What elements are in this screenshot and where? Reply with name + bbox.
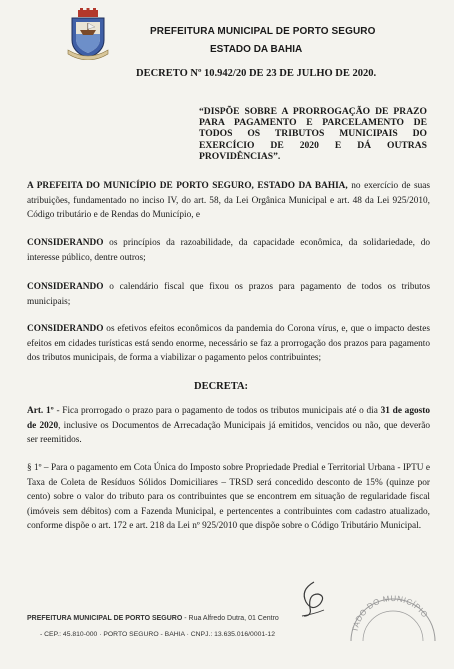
decree-summary: “DISPÕE SOBRE A PRORROGAÇÃO DE PRAZO PARA PAGAMENTO E PARCELAMENTO DE TODOS OS TRIBUTOS MUNICIPAIS DO EXERCÍCIO DE 2020 E DÁ OUTRAS PROVIDÊNCIAS”.	[199, 106, 427, 162]
decree-title: DECRETO Nº 10.942/20 DE 23 DE JULHO DE 2020.	[136, 68, 377, 79]
decreta-heading: DECRETA:	[194, 381, 249, 392]
considerando-label: CONSIDERANDO	[27, 282, 104, 292]
considerando-text: os princípios da razoabilidade, da capacidade econômica, da solidariedade, do interesse público, dentre outros;	[27, 238, 430, 263]
considerando-text: os efetivos efeitos econômicos da pandemia do Corona vírus, e, que o impacto destes efeitos em cidades turísticas está sendo enorme, necessário se faz a prorrogação dos prazos para pagamento dos tributos municipais, de forma a viabilizar o pagamento pelos contribuintes;	[27, 324, 430, 363]
intro-paragraph	[27, 179, 430, 223]
considerando-1	[27, 236, 430, 265]
signature-mark	[290, 576, 334, 620]
municipality-heading: PREFEITURA MUNICIPAL DE PORTO SEGURO	[150, 26, 376, 37]
intro-bold: A PREFEITA DO MUNICÍPIO DE PORTO SEGURO, ESTADO DA BAHIA,	[27, 181, 348, 191]
article-text-a: - Fica prorrogado o prazo para o pagamento de todos os tributos municipais até o dia	[53, 406, 381, 416]
considerando-3	[27, 322, 430, 366]
considerando-2	[27, 280, 430, 309]
article-1	[27, 404, 430, 448]
considerando-label: CONSIDERANDO	[27, 324, 104, 334]
article-text-b: , inclusive os Documentos de Arrecadação Municipais já emitidos, vencidos ou não, que deverão ser reemitidos.	[27, 420, 430, 445]
footer-line-1	[27, 615, 279, 622]
article-label: Art. 1º	[27, 406, 54, 416]
paragraph-1: § 1º – Para o pagamento em Cota Única do Imposto sobre Propriedade Predial e Territorial Urbana - IPTU e Taxa de Coleta de Resíduos Sólidos Domiciliares – TRSD será concedido desconto de 15% (quinze por cento) sobre o valor do tributo para os contribuintes que se encontrem em situação de regularidade fiscal (imóveis sem débitos) com a Fazenda Municipal, e pertencentes a contribuintes com cadastro atualizado, conforme dispõe o art. 172 e art. 218 da Lei nº 925/2010 que dispõe sobre o Código Tributário Municipal.	[27, 463, 430, 531]
considerando-text: o calendário fiscal que fixou os prazos para pagamento de todos os tributos municipais;	[27, 282, 430, 307]
footer-line-2: - CEP.: 45.810-000 · PORTO SEGURO - BAHIA · CNPJ.: 13.635.016/0001-12	[40, 631, 275, 638]
official-stamp	[343, 581, 439, 641]
stamp-text: TADO DO MUNICÍPIO	[350, 593, 430, 633]
state-heading: ESTADO DA BAHIA	[210, 44, 303, 55]
intro-text: no exercício de suas atribuições, fundamentado no inciso IV, do art. 58, da Lei Orgânica Municipal e art. 48 da Lei 925/2010, Código tributário e de Rendas do Município, e	[27, 181, 431, 220]
article-date: 31 de agosto de 2020	[27, 406, 430, 431]
municipal-crest-icon	[66, 8, 110, 60]
footer-org: PREFEITURA MUNICIPAL DE PORTO SEGURO	[27, 615, 183, 622]
considerando-label: CONSIDERANDO	[27, 238, 104, 248]
svg-text:TADO DO MUNICÍPIO	[350, 594, 429, 633]
footer-address: - Rua Alfredo Dutra, 01 Centro	[182, 615, 279, 622]
